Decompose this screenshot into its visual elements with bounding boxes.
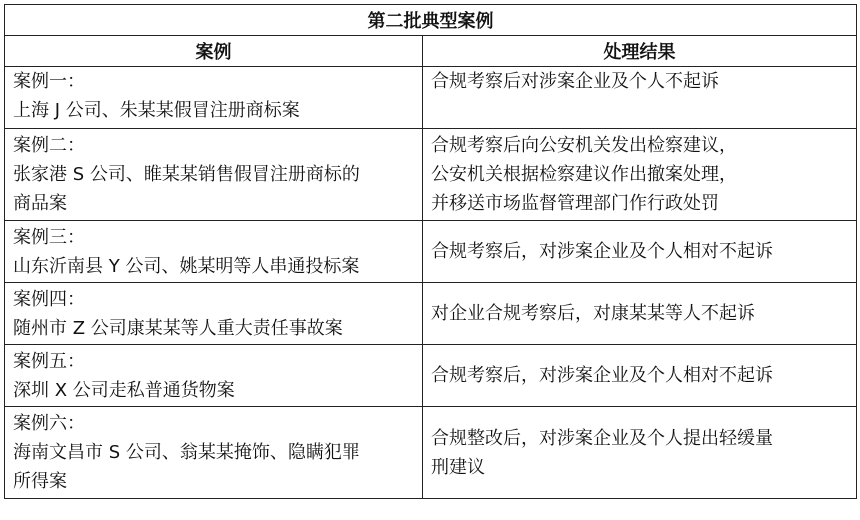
result-line: 合规考察后，对涉案企业及个人相对不起诉: [431, 241, 773, 262]
typical-cases-table: [4, 4, 857, 499]
table-row: [5, 283, 857, 345]
result-line: 合规考察后对涉案企业及个人不起诉: [431, 71, 719, 92]
table-row: [5, 221, 857, 283]
case-line: 山东沂南县 Y 公司、姚某明等人串通投标案: [13, 255, 360, 277]
result-line: 公安机关根据检察建议作出撤案处理，: [431, 164, 737, 185]
case-line: 案例五：: [13, 350, 85, 372]
case-cell: [5, 283, 423, 345]
result-cell: [423, 221, 857, 283]
case-line: 张家港 S 公司、睢某某销售假冒注册商标的: [13, 164, 360, 185]
header-result: 处理结果: [423, 36, 857, 67]
header-case: 案例: [5, 36, 423, 67]
result-line: 对企业合规考察后，对康某某等人不起诉: [431, 303, 755, 324]
result-line: 合规考察后向公安机关发出检察建议，: [431, 135, 737, 156]
result-line: 刑建议: [431, 456, 485, 478]
case-line: 商品案: [13, 193, 67, 214]
result-cell: [423, 345, 857, 407]
case-line: 案例一：: [13, 71, 85, 92]
case-line: 随州市 Z 公司康某某等人重大责任事故案: [13, 317, 343, 339]
table-title: 第二批典型案例: [5, 5, 857, 36]
case-cell: [5, 345, 423, 407]
case-line: 案例二：: [13, 135, 85, 156]
result-cell: [423, 129, 857, 221]
case-line: 上海 J 公司、朱某某假冒注册商标案: [13, 100, 300, 121]
case-line: 案例六：: [13, 413, 85, 434]
case-line: 深圳 X 公司走私普通货物案: [13, 379, 235, 401]
table-row: [5, 345, 857, 407]
case-line: 海南文昌市 S 公司、翁某某掩饰、隐瞒犯罪: [13, 442, 360, 463]
case-cell: [5, 129, 423, 221]
case-line: 案例四：: [13, 288, 85, 310]
table-row: [5, 407, 857, 499]
result-cell: [423, 283, 857, 345]
result-cell: [423, 67, 857, 129]
result-cell: [423, 407, 857, 499]
result-line: 合规考察后，对涉案企业及个人相对不起诉: [431, 365, 773, 386]
case-cell: [5, 407, 423, 499]
result-line: 并移送市场监督管理部门作行政处罚: [431, 193, 719, 214]
case-line: 案例三：: [13, 226, 85, 248]
table-row: [5, 129, 857, 221]
case-cell: [5, 67, 423, 129]
result-line: 合规整改后，对涉案企业及个人提出轻缓量: [431, 427, 773, 449]
table-row: [5, 67, 857, 129]
case-cell: [5, 221, 423, 283]
case-line: 所得案: [13, 471, 67, 492]
